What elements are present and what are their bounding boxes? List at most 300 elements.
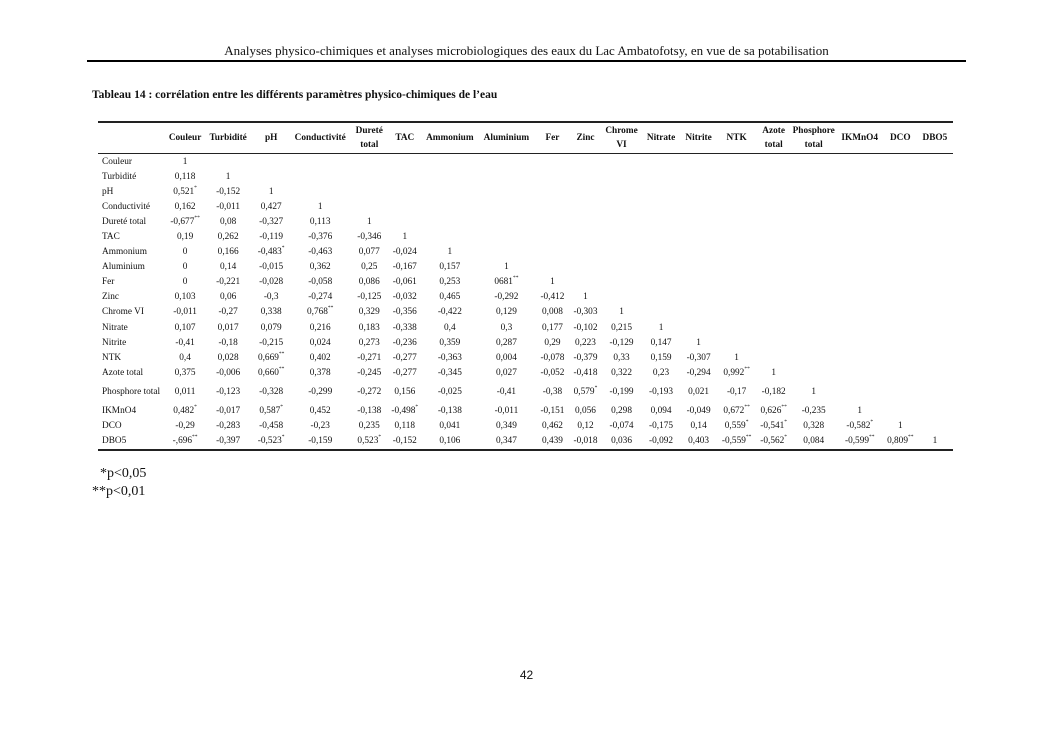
row-label: Chrome VI (102, 307, 144, 318)
empty-cell (680, 199, 718, 214)
empty-cell (792, 214, 836, 229)
empty-cell (570, 154, 600, 170)
correlation-cell: -0,397 (204, 434, 252, 450)
empty-cell (836, 169, 884, 184)
empty-cell (917, 335, 953, 350)
empty-cell (884, 380, 917, 403)
correlation-cell: -,696** (166, 434, 204, 450)
correlation-cell: -0,541* (760, 419, 788, 432)
correlation-cell: 0,347 (478, 434, 534, 450)
correlation-cell: -0,422 (437, 307, 462, 318)
empty-cell (884, 199, 917, 214)
empty-cell (421, 154, 478, 170)
significance-marker: * (415, 403, 419, 410)
empty-cell (917, 365, 953, 380)
empty-cell (643, 199, 680, 214)
significance-marker: * (870, 419, 874, 426)
empty-cell (917, 184, 953, 199)
empty-cell (252, 169, 290, 184)
correlation-cell: 0,378 (309, 367, 331, 378)
correlation-cell: 0,322 (611, 367, 632, 378)
empty-cell (792, 169, 836, 184)
correlation-cell: -0,193 (649, 386, 674, 397)
correlation-cell: 0,177 (541, 322, 563, 333)
correlation-cell: 1 (402, 232, 408, 243)
correlation-cell: -0,498* (391, 403, 419, 416)
correlation-cell: -0,346 (357, 232, 382, 243)
empty-cell (601, 229, 643, 244)
empty-cell (718, 320, 756, 335)
empty-cell (718, 214, 756, 229)
significance-marker: ** (744, 403, 750, 410)
column-header-text: DCO (889, 133, 911, 143)
column-header-text: total (804, 140, 823, 150)
correlation-cell: -0,028 (259, 277, 284, 288)
empty-cell (756, 169, 792, 184)
correlation-cell: 0,809** (884, 434, 917, 450)
empty-cell (290, 169, 350, 184)
correlation-cell: 1 (696, 337, 701, 348)
column-header-text: Conductivité (294, 133, 346, 143)
correlation-cell: -0,3 (263, 292, 279, 303)
empty-cell (643, 245, 680, 260)
significance-note-p005: *p<0,05 (100, 466, 147, 481)
empty-cell (884, 260, 917, 275)
empty-cell (756, 320, 792, 335)
page-number: 42 (519, 668, 534, 682)
table-row (98, 199, 953, 214)
empty-cell (836, 245, 884, 260)
correlation-cell: -0,271 (357, 352, 382, 363)
correlation-cell: 1 (897, 421, 903, 432)
correlation-cell: -0,338 (392, 322, 417, 333)
significance-marker: ** (869, 434, 875, 441)
correlation-cell: 0,3 (500, 322, 513, 333)
significance-marker: * (194, 184, 197, 191)
empty-cell (756, 350, 792, 365)
correlation-cell: 0,235 (358, 421, 380, 432)
table-row (98, 184, 953, 199)
correlation-cell: 0,273 (358, 337, 380, 348)
correlation-cell: 0,159 (650, 352, 672, 363)
empty-cell (680, 290, 718, 305)
empty-cell (836, 275, 884, 290)
empty-cell (756, 335, 792, 350)
significance-marker: ** (781, 403, 787, 410)
column-header-text: Turbidité (209, 133, 247, 143)
empty-cell (718, 154, 756, 170)
empty-cell (421, 199, 478, 214)
correlation-cell: 0,329 (358, 307, 380, 318)
correlation-cell: -0,199 (609, 386, 634, 397)
empty-cell (917, 419, 953, 434)
significance-note-p001: **p<0,01 (92, 484, 146, 499)
correlation-cell: 1 (366, 216, 372, 227)
correlation-cell: 0,215 (611, 322, 632, 333)
empty-cell (756, 199, 792, 214)
column-header (601, 122, 643, 154)
correlation-cell: 0,162 (174, 201, 196, 212)
column-header (718, 122, 756, 154)
empty-cell (718, 184, 756, 199)
empty-cell (601, 214, 643, 229)
correlation-cell: -0,235 (801, 405, 826, 416)
table-row (98, 365, 953, 380)
empty-cell (680, 214, 718, 229)
correlation-cell: 0,579* (573, 384, 598, 397)
column-header-text: pH (264, 133, 278, 143)
empty-cell (421, 169, 478, 184)
empty-cell (792, 290, 836, 305)
correlation-cell: -0,582* (846, 419, 874, 432)
empty-cell (534, 154, 570, 170)
correlation-cell: -0,458 (259, 421, 284, 432)
correlation-cell: 0,036 (601, 434, 643, 450)
column-header (478, 122, 534, 154)
correlation-cell: 0,041 (439, 421, 461, 432)
empty-cell (836, 380, 884, 403)
correlation-cell: 0,113 (309, 216, 331, 227)
empty-cell (534, 245, 570, 260)
table-row (98, 260, 953, 275)
empty-cell (836, 335, 884, 350)
correlation-cell: 0,017 (217, 322, 239, 333)
column-header-text: Zinc (576, 133, 595, 143)
correlation-cell: -0,363 (437, 352, 462, 363)
empty-cell (756, 154, 792, 170)
correlation-cell: 0,462 (541, 421, 563, 432)
empty-cell (792, 320, 836, 335)
correlation-cell: -0,129 (609, 337, 634, 348)
correlation-cell: -0,303 (573, 307, 598, 318)
correlation-cell: 0,23 (652, 367, 670, 378)
empty-cell (718, 275, 756, 290)
correlation-cell: -0,376 (308, 232, 333, 243)
empty-cell (534, 260, 570, 275)
correlation-cell: 0,328 (803, 421, 825, 432)
empty-cell (792, 245, 836, 260)
empty-cell (884, 335, 917, 350)
significance-marker: ** (907, 434, 914, 441)
column-header-text: NTK (726, 133, 747, 143)
row-label: Phosphore total (102, 386, 161, 397)
empty-cell (756, 184, 792, 199)
empty-cell (350, 154, 388, 170)
empty-cell (884, 245, 917, 260)
correlation-cell: 0,106 (421, 434, 478, 450)
empty-cell (478, 229, 534, 244)
column-header-text: Phosphore (792, 126, 835, 136)
correlation-cell: -0,159 (290, 434, 350, 450)
correlation-cell: -0,356 (392, 307, 417, 318)
empty-cell (792, 260, 836, 275)
empty-cell (917, 305, 953, 320)
table-caption: Tableau 14 : corrélation entre les différents paramètres physico-chimiques de l’eau (92, 89, 498, 101)
row-label: Zinc (102, 292, 120, 303)
row-label: IKMnO4 (102, 405, 137, 416)
significance-marker: ** (278, 350, 285, 357)
correlation-cell: 0 (182, 247, 188, 258)
correlation-cell: 0,147 (650, 337, 672, 348)
column-header-text: TAC (395, 133, 415, 143)
empty-cell (917, 199, 953, 214)
correlation-cell: 0,403 (680, 434, 718, 450)
empty-cell (388, 154, 421, 170)
significance-marker: * (281, 434, 285, 441)
correlation-cell: 1 (658, 322, 664, 333)
empty-cell (421, 214, 478, 229)
empty-cell (917, 229, 953, 244)
row-label: Ammonium (102, 247, 147, 258)
correlation-cell: 0,027 (495, 367, 517, 378)
empty-cell (534, 229, 570, 244)
correlation-cell: 0,298 (611, 405, 632, 416)
correlation-cell: -0,138 (437, 405, 462, 416)
empty-cell (643, 214, 680, 229)
empty-cell (643, 229, 680, 244)
correlation-cell: 0,672** (723, 403, 750, 416)
correlation-cell: 0 (182, 277, 188, 288)
correlation-cell: -0,152 (216, 186, 241, 197)
correlation-cell: -0,523* (252, 434, 290, 450)
correlation-cell: -0,418 (573, 367, 598, 378)
empty-cell (421, 229, 478, 244)
table-body (98, 154, 953, 450)
correlation-cell: 0,028 (217, 352, 239, 363)
correlation-cell: 0681** (494, 275, 519, 288)
empty-cell (836, 290, 884, 305)
row-label: Nitrate (102, 322, 128, 333)
empty-cell (680, 245, 718, 260)
empty-cell (836, 199, 884, 214)
table-row (98, 403, 953, 418)
row-label: Nitrite (102, 337, 127, 348)
correlation-cell: -0,294 (686, 367, 711, 378)
header-corner (98, 122, 166, 154)
column-header-text: Nitrate (646, 133, 676, 143)
empty-cell (350, 184, 388, 199)
empty-cell (478, 245, 534, 260)
empty-cell (836, 365, 884, 380)
column-header (204, 122, 252, 154)
correlation-cell: -0,245 (357, 367, 382, 378)
row-label: DCO (102, 421, 122, 432)
table-row (98, 320, 953, 335)
empty-cell (534, 169, 570, 184)
correlation-cell: -0,677** (170, 214, 200, 227)
correlation-cell: -0,182 (761, 386, 786, 397)
correlation-cell: -0,27 (218, 307, 238, 318)
correlation-cell: -0,599** (836, 434, 884, 450)
empty-cell (204, 154, 252, 170)
column-header-text: VI (616, 140, 627, 150)
empty-cell (792, 335, 836, 350)
empty-cell (917, 169, 953, 184)
empty-cell (884, 403, 917, 418)
empty-cell (836, 214, 884, 229)
significance-marker: * (745, 419, 749, 426)
empty-cell (388, 199, 421, 214)
column-header (534, 122, 570, 154)
table-row (98, 419, 953, 434)
correlation-cell: 1 (550, 277, 555, 288)
column-header (917, 122, 953, 154)
correlation-cell: 0,077 (358, 247, 380, 258)
empty-cell (917, 380, 953, 403)
correlation-cell: 0,06 (219, 292, 237, 303)
correlation-cell: 0,118 (174, 171, 196, 182)
correlation-cell: -0,017 (216, 405, 241, 416)
empty-cell (570, 199, 600, 214)
empty-cell (643, 169, 680, 184)
empty-cell (570, 245, 600, 260)
empty-cell (601, 275, 643, 290)
empty-cell (884, 184, 917, 199)
table-header-row (98, 122, 953, 154)
correlation-cell: 0,359 (439, 337, 461, 348)
empty-cell (478, 169, 534, 184)
empty-cell (388, 214, 421, 229)
empty-cell (643, 290, 680, 305)
column-header (388, 122, 421, 154)
row-label: Couleur (102, 156, 132, 167)
row-label: Turbidité (102, 171, 137, 182)
correlation-cell: 0,094 (650, 405, 672, 416)
empty-cell (680, 169, 718, 184)
correlation-cell: 0,084 (792, 434, 836, 450)
column-header (421, 122, 478, 154)
empty-cell (601, 290, 643, 305)
empty-cell (718, 169, 756, 184)
empty-cell (421, 184, 478, 199)
empty-cell (917, 290, 953, 305)
correlation-cell: -0,38 (542, 386, 563, 397)
empty-cell (792, 275, 836, 290)
correlation-cell: -0,274 (308, 292, 333, 303)
column-header (570, 122, 600, 154)
correlation-cell: 1 (583, 292, 588, 303)
correlation-cell: 1 (182, 156, 188, 167)
empty-cell (350, 169, 388, 184)
row-label: TAC (102, 232, 120, 243)
correlation-cell: 0,086 (358, 277, 380, 288)
table-row (98, 245, 953, 260)
correlation-cell: 0,992** (723, 365, 750, 378)
correlation-cell: 0,4 (179, 352, 191, 363)
correlation-cell: -0,18 (218, 337, 238, 348)
correlation-cell: -0,024 (392, 247, 417, 258)
empty-cell (792, 365, 836, 380)
column-header (680, 122, 718, 154)
column-header-text: IKMnO4 (841, 133, 879, 143)
correlation-cell: 0,427 (260, 201, 282, 212)
empty-cell (680, 260, 718, 275)
empty-cell (601, 199, 643, 214)
correlation-cell: 0 (182, 262, 188, 273)
significance-marker: * (281, 245, 285, 252)
header-rule (87, 60, 966, 62)
correlation-cell: 0,166 (217, 247, 239, 258)
correlation-cell: 0,216 (309, 322, 331, 333)
empty-cell (601, 245, 643, 260)
empty-cell (917, 403, 953, 418)
empty-cell (478, 154, 534, 170)
correlation-cell: 1 (857, 405, 863, 416)
correlation-cell: 0,004 (495, 352, 517, 363)
empty-cell (290, 184, 350, 199)
empty-cell (388, 169, 421, 184)
correlation-cell: -0,152 (388, 434, 421, 450)
correlation-cell: -0,006 (216, 367, 241, 378)
empty-cell (680, 275, 718, 290)
correlation-cell: 0,465 (439, 292, 461, 303)
empty-cell (836, 320, 884, 335)
correlation-cell: 0,25 (361, 262, 378, 273)
correlation-cell: -0,299 (308, 386, 333, 397)
empty-cell (718, 290, 756, 305)
empty-cell (643, 154, 680, 170)
significance-marker: * (784, 419, 788, 426)
significance-marker: ** (278, 365, 285, 372)
empty-cell (643, 260, 680, 275)
column-header (350, 122, 388, 154)
empty-cell (680, 305, 718, 320)
column-header (252, 122, 290, 154)
empty-cell (601, 184, 643, 199)
column-header-text: Nitrite (685, 133, 712, 143)
correlation-cell: 1 (917, 434, 953, 450)
correlation-cell: 0,056 (575, 405, 596, 416)
empty-cell (917, 245, 953, 260)
correlation-cell: 0,12 (577, 421, 594, 432)
empty-cell (478, 214, 534, 229)
empty-cell (570, 229, 600, 244)
empty-cell (718, 335, 756, 350)
correlation-cell: 0,024 (309, 337, 331, 348)
row-label: Dureté total (102, 216, 147, 227)
correlation-cell: 0,021 (688, 386, 710, 397)
correlation-cell: 0,338 (260, 307, 282, 318)
correlation-cell: 0,223 (575, 337, 596, 348)
correlation-cell: 1 (619, 307, 624, 318)
correlation-table (98, 121, 953, 451)
empty-cell (601, 260, 643, 275)
correlation-cell: -0,307 (686, 352, 711, 363)
empty-cell (756, 229, 792, 244)
empty-cell (917, 214, 953, 229)
column-header-text: total (764, 140, 783, 150)
correlation-cell: -0,483* (257, 245, 285, 258)
empty-cell (478, 199, 534, 214)
empty-cell (884, 169, 917, 184)
running-header: Analyses physico-chimiques et analyses microbiologiques des eaux du Lac Ambatofotsy, en vue de sa potabilisation (224, 43, 829, 58)
empty-cell (534, 214, 570, 229)
table-row (98, 229, 953, 244)
significance-marker: * (194, 403, 197, 410)
correlation-cell: 0,402 (309, 352, 331, 363)
correlation-cell: 0,156 (394, 386, 416, 397)
empty-cell (917, 320, 953, 335)
significance-marker: ** (745, 434, 752, 441)
correlation-cell: -0,328 (259, 386, 284, 397)
table-row (98, 350, 953, 365)
correlation-cell: -0,277 (392, 367, 417, 378)
correlation-cell: 1 (317, 201, 323, 212)
correlation-cell: 0,768** (307, 305, 334, 318)
significance-marker: * (594, 384, 598, 391)
empty-cell (534, 184, 570, 199)
empty-cell (643, 305, 680, 320)
